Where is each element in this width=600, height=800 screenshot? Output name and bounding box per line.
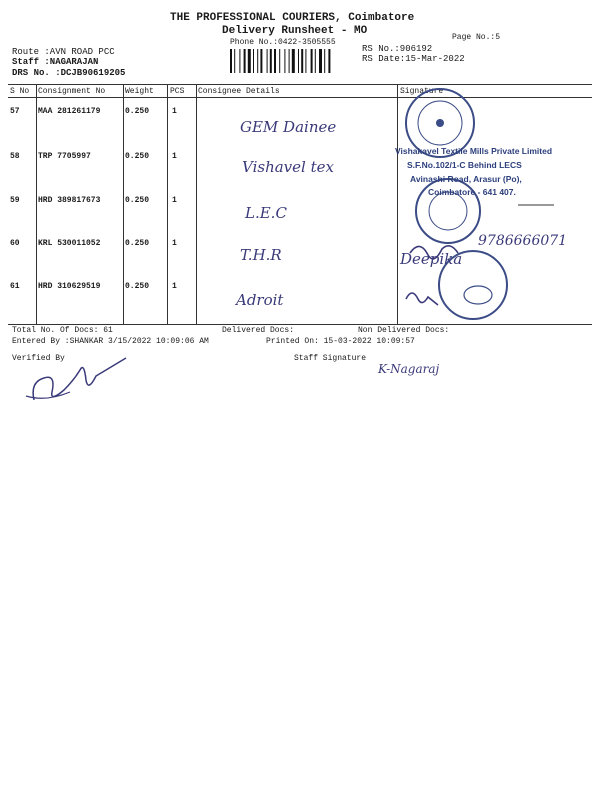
handwritten-phone: 9786666071 <box>478 233 568 249</box>
drs-number: DRS No. :DCJB90619205 <box>12 68 126 78</box>
row-sno: 59 <box>10 196 20 205</box>
phone-number: Phone No.:0422-3505555 <box>230 38 336 47</box>
entered-by: Entered By :SHANKAR 3/15/2022 10:09:06 AM <box>12 337 209 346</box>
row-sno: 60 <box>10 239 20 248</box>
row-pcs: 1 <box>172 239 177 248</box>
staff-signature-label: Staff Signature <box>294 354 367 363</box>
col-header-signature: Signature <box>400 87 444 96</box>
signature-stamps <box>398 85 598 325</box>
row-consignee-handwritten: T.H.R <box>240 246 282 264</box>
non-delivered-docs: Non Delivered Docs: <box>358 326 450 335</box>
company-stamp-line: Avinashi Road, Arasur (Po), <box>410 174 522 184</box>
document-title: Delivery Runsheet - MO <box>222 25 368 37</box>
company-stamp-line: Vishakavel Textile Mills Private Limited <box>395 146 553 156</box>
row-pcs: 1 <box>172 196 177 205</box>
col-header-consignee: Consignee Details <box>198 87 280 96</box>
row-consignee-handwritten: L.E.C <box>245 204 287 222</box>
printed-on: Printed On: 15-03-2022 10:09:57 <box>266 337 415 346</box>
row-consignee-handwritten: Adroit <box>236 291 284 309</box>
row-consignment: HRD 389817673 <box>38 196 101 205</box>
row-consignment: HRD 310629519 <box>38 282 101 291</box>
row-pcs: 1 <box>172 282 177 291</box>
row-weight: 0.250 <box>125 196 150 205</box>
row-pcs: 1 <box>172 152 177 161</box>
route-label: Route :AVN ROAD PCC <box>12 47 115 57</box>
row-weight: 0.250 <box>125 239 150 248</box>
verified-by-label: Verified By <box>12 354 65 363</box>
col-divider <box>36 84 37 324</box>
row-consignment: KRL 530011052 <box>38 239 101 248</box>
col-divider <box>196 84 197 324</box>
company-stamp-line: Coimbatore - 641 407. <box>428 187 516 197</box>
staff-signature-handwritten: K-Nagaraj <box>378 362 440 376</box>
row-pcs: 1 <box>172 107 177 116</box>
col-header-pcs: PCS <box>170 87 185 96</box>
row-consignee-handwritten: Vishavel tex <box>242 158 334 176</box>
col-header-sno: S No <box>10 87 30 96</box>
delivered-docs: Delivered Docs: <box>222 326 295 335</box>
barcode-image <box>228 48 354 74</box>
signature-scribble-icon <box>406 293 438 305</box>
rs-date: RS Date:15-Mar-2022 <box>362 54 465 64</box>
row-consignee-handwritten: GEM Dainee <box>240 118 337 136</box>
row-weight: 0.250 <box>125 282 150 291</box>
row-consignment: MAA 281261179 <box>38 107 101 116</box>
company-name: THE PROFESSIONAL COURIERS, Coimbatore <box>170 12 415 24</box>
rs-number: RS No.:906192 <box>362 44 433 54</box>
company-stamp-line: S.F.No.102/1-C Behind LECS <box>407 160 522 170</box>
col-divider <box>167 84 168 324</box>
staff-label: Staff :NAGARAJAN <box>12 57 99 67</box>
row-sno: 57 <box>10 107 20 116</box>
verifier-signature-icon <box>20 352 160 412</box>
page-number: Page No.:5 <box>452 33 501 42</box>
total-docs: Total No. Of Docs: 61 <box>12 326 113 335</box>
col-header-consignment: Consignment No <box>38 87 106 96</box>
row-weight: 0.250 <box>125 107 150 116</box>
handwritten-signature-name: Deepika <box>400 250 463 268</box>
row-sno: 58 <box>10 152 20 161</box>
col-divider <box>123 84 124 324</box>
row-sno: 61 <box>10 282 20 291</box>
row-consignment: TRP 7705997 <box>38 152 91 161</box>
col-header-weight: Weight <box>125 87 154 96</box>
row-weight: 0.250 <box>125 152 150 161</box>
